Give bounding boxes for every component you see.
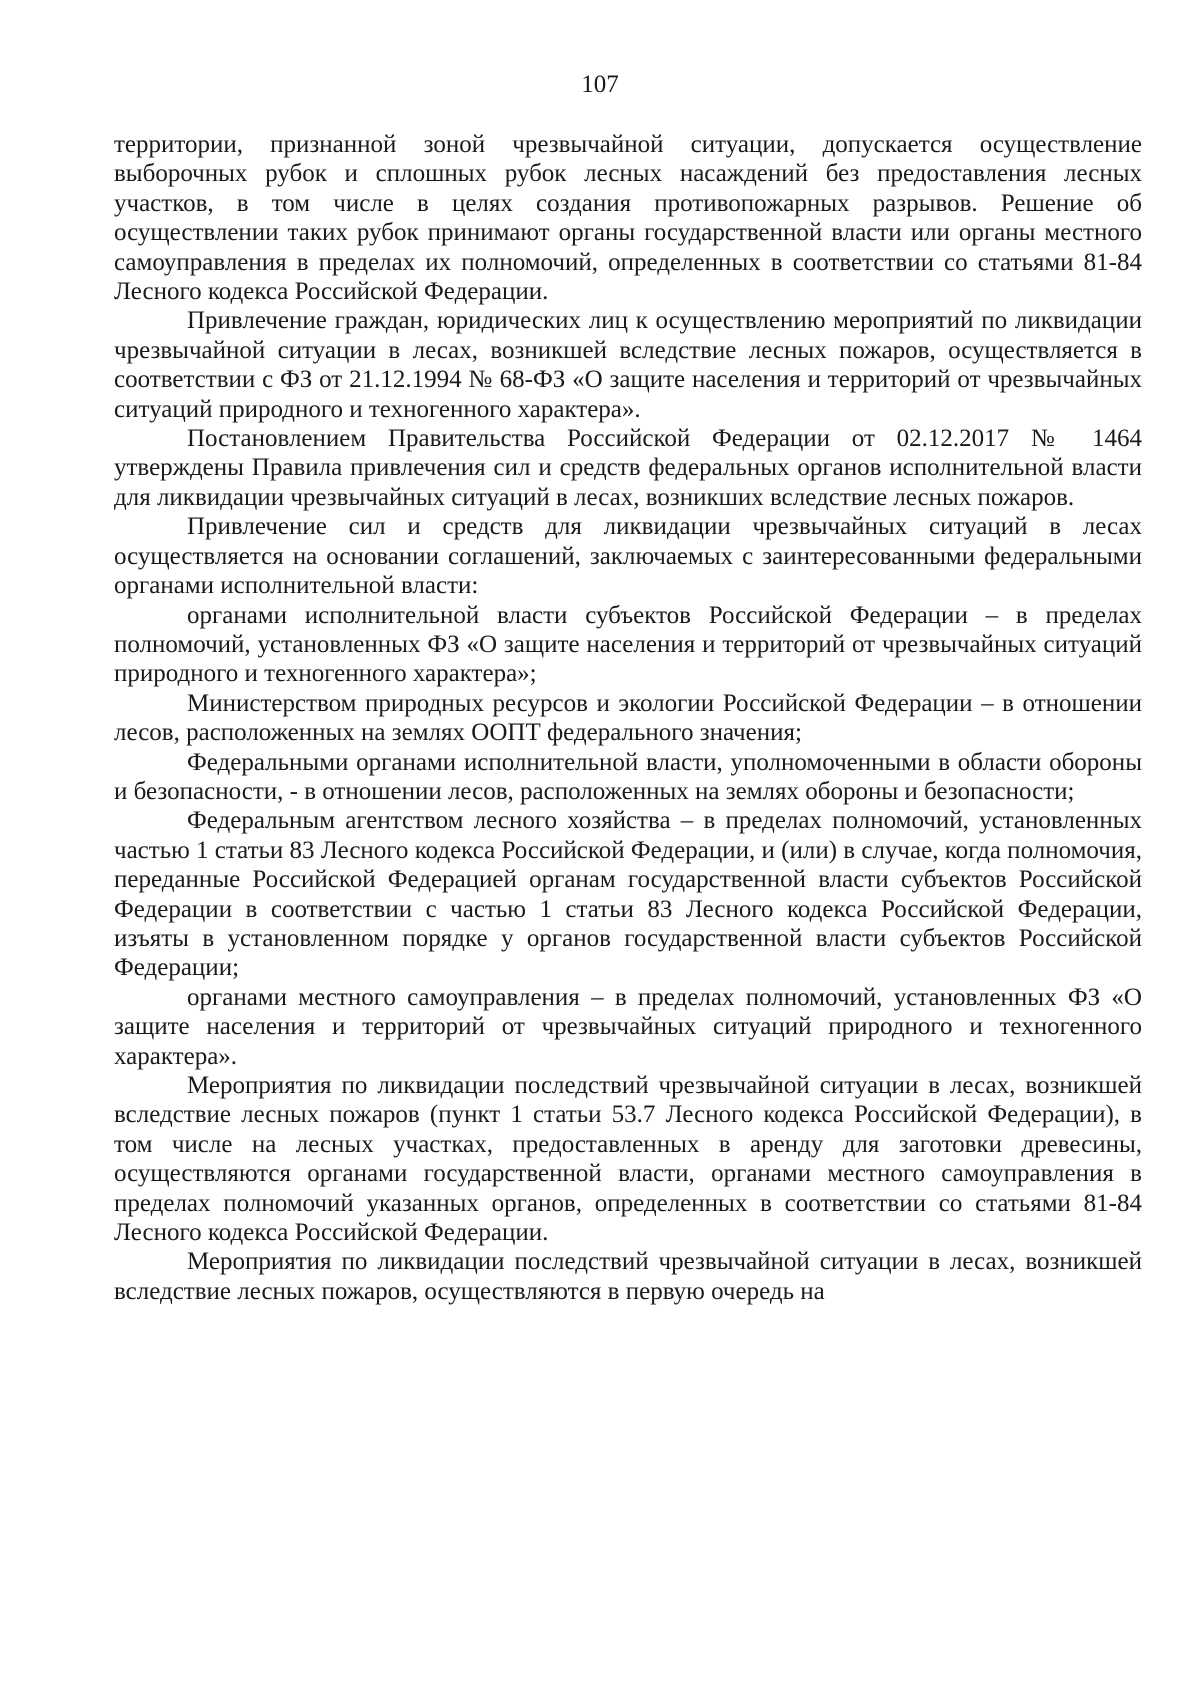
paragraph: Мероприятия по ликвидации последствий чрезвычайной ситуации в лесах, возникшей вследствие лесных пожаров, осуществляются в первую очередь на [114, 1248, 1142, 1305]
document-body [114, 130, 1142, 1306]
paragraph: Постановлением Правительства Российской Федерации от 02.12.2017 № 1464 утверждены Правила привлечения сил и средств федеральных органов исполнительной власти для ликвидации чрезвычайных ситуаций в лесах, возникших вследствие лесных пожаров. [114, 425, 1142, 511]
paragraph: Мероприятия по ликвидации последствий чрезвычайной ситуации в лесах, возникшей вследствие лесных пожаров (пункт 1 статьи 53.7 Лесного кодекса Российской Федерации), в том числе на лесных участках, предоставленных в аренду для заготовки древесины, осуществляются органами государственной власти, органами местного самоуправления в пределах полномочий указанных органов, определенных в соответствии со статьями 81-84 Лесного кодекса Российской Федерации. [114, 1072, 1142, 1247]
list-item: органами местного самоуправления – в пределах полномочий, установленных ФЗ «О защите населения и территорий от чрезвычайных ситуаций природного и техногенного характера». [114, 983, 1142, 1070]
list-item: Федеральными органами исполнительной власти, уполномоченными в области обороны и безопасности, - в отношении лесов, расположенных на землях обороны и безопасности; [114, 748, 1142, 805]
list-item: Федеральным агентством лесного хозяйства – в пределах полномочий, установленных частью 1 статьи 83 Лесного кодекса Российской Федерации, и (или) в случае, когда полномочия, переданные Российской Федерацией органам государственной власти субъектов Российской Федерации в соответствии с частью 1 статьи 83 Лесного кодекса Российской Федерации, изъяты в установленном порядке у органов государственной власти субъектов Российской Федерации; [114, 807, 1142, 982]
paragraph: Привлечение граждан, юридических лиц к осуществлению мероприятий по ликвидации чрезвычайной ситуации в лесах, возникшей вследствие лесных пожаров, осуществляется в соответствии с ФЗ от 21.12.1994 № 68-ФЗ «О защите населения и территорий от чрезвычайных ситуаций природного и техногенного характера». [114, 307, 1142, 423]
page-number: 107 [581, 71, 619, 98]
list-item: органами исполнительной власти субъектов Российской Федерации – в пределах полномочий, установленных ФЗ «О защите населения и территорий от чрезвычайных ситуаций природного и техногенного характера»; [114, 601, 1142, 688]
paragraph-continuation: территории, признанной зоной чрезвычайной ситуации, допускается осуществление выборочных рубок и сплошных рубок лесных насаждений без предоставления лесных участков, в том числе в целях создания противопожарных разрывов. Решение об осуществлении таких рубок принимают органы государственной власти или органы местного самоуправления в пределах их полномочий, определенных в соответствии со статьями 81-84 Лесного кодекса Российской Федерации. [114, 131, 1142, 306]
paragraph: Привлечение сил и средств для ликвидации чрезвычайных ситуаций в лесах осуществляется на основании соглашений, заключаемых с заинтересованными федеральными органами исполнительной власти: [114, 513, 1142, 600]
list-item: Министерством природных ресурсов и экологии Российской Федерации – в отношении лесов, расположенных на землях ООПТ федерального значения; [114, 689, 1142, 747]
